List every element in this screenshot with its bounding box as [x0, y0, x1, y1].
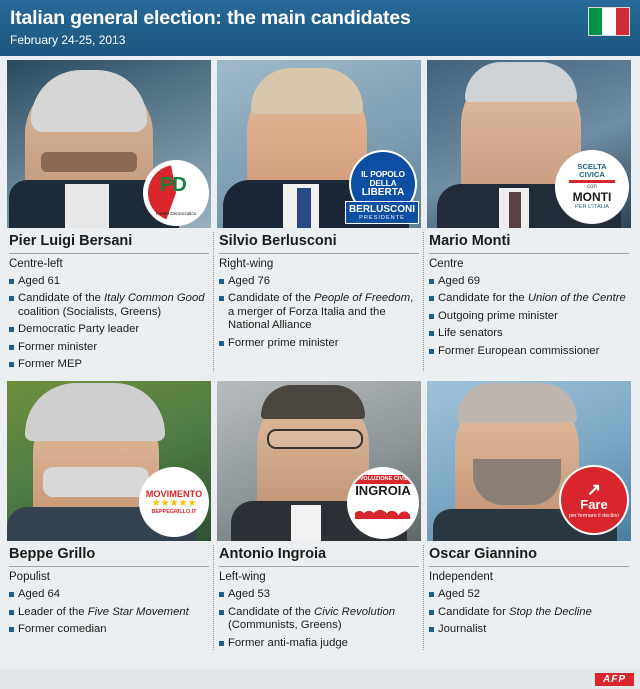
list-item: Aged 52	[429, 588, 629, 601]
divider	[429, 566, 629, 567]
candidate-alignment: Left-wing	[219, 571, 266, 584]
list-item: Candidate of the People of Freedom, a merger of Forza Italia and the National Alliance	[219, 292, 419, 332]
candidate-name: Oscar Giannino	[429, 546, 537, 563]
list-item: Life senators	[429, 327, 629, 340]
rivoluzione-civile-line1: RIVOLUZIONE CIVILE	[351, 475, 415, 484]
list-item: Candidate of the Italy Common Good coalition (Socialists, Greens)	[9, 292, 209, 319]
candidate-photo	[217, 381, 421, 541]
candidate-facts	[427, 275, 631, 358]
pdl-logo-line1: IL POPOLO	[361, 169, 405, 179]
candidate-card	[4, 381, 214, 654]
fare-logo	[561, 467, 627, 533]
list-item: Candidate for the Union of the Centre	[429, 292, 629, 305]
afp-credit: AFP	[595, 673, 634, 686]
list-item: Aged 76	[219, 275, 419, 288]
list-item: Journalist	[429, 623, 629, 636]
pdl-logo-line2: DELLA	[369, 178, 397, 188]
candidate-facts	[427, 588, 631, 636]
list-item: Former prime minister	[219, 337, 419, 350]
berlusconi-banner-name: BERLUSCONI	[348, 204, 416, 215]
candidate-facts	[7, 275, 211, 371]
scelta-civica-line3: con	[587, 184, 597, 190]
m5s-logo-stars: ★★★★★	[151, 498, 197, 510]
crowd-icon	[355, 499, 411, 519]
divider	[219, 253, 419, 254]
candidate-alignment: Independent	[429, 571, 493, 584]
footer	[0, 669, 640, 689]
list-item: Former minister	[9, 341, 209, 354]
scelta-civica-line4: MONTI	[572, 190, 612, 204]
rivoluzione-civile-line2: INGROIA	[355, 483, 411, 499]
pd-logo	[145, 162, 207, 224]
candidate-photo	[427, 60, 631, 228]
candidate-card	[214, 60, 424, 375]
candidate-card	[424, 381, 634, 654]
pd-logo-caption: Partito Democratico	[155, 211, 197, 216]
candidate-alignment: Centre-left	[9, 258, 63, 270]
page-title: Italian general election: the main candidates	[10, 7, 411, 29]
candidate-alignment: Right-wing	[219, 258, 274, 270]
m5s-logo-line1: MOVIMENTO	[145, 489, 203, 500]
candidate-name: Pier Luigi Bersani	[9, 233, 133, 249]
list-item: Former European commissioner	[429, 345, 629, 358]
candidate-photo	[7, 60, 211, 228]
scelta-civica-line1: SCELTA	[577, 162, 607, 171]
divider	[9, 253, 209, 254]
candidate-photo	[217, 60, 421, 228]
list-item: Aged 64	[9, 588, 209, 601]
berlusconi-banner-role: PRESIDENTE	[359, 215, 405, 221]
fare-logo-line2: per fermare il declino	[568, 512, 620, 519]
pdl-logo-line3: LIBERTA	[361, 187, 405, 198]
list-item: Outgoing prime minister	[429, 310, 629, 323]
divider	[429, 253, 629, 254]
m5s-logo-url: BEPPEGRILLO.IT	[151, 509, 197, 516]
candidate-card	[4, 60, 214, 375]
movimento-5-stelle-logo	[141, 469, 207, 535]
list-item: Aged 53	[219, 588, 419, 601]
candidate-facts	[217, 275, 421, 350]
candidate-photo	[7, 381, 211, 541]
berlusconi-banner	[345, 201, 419, 224]
scelta-civica-logo	[557, 152, 627, 222]
scelta-civica-line2: CIVICA	[579, 170, 605, 179]
pd-logo-letters: PD	[160, 174, 186, 196]
list-item: Candidate of the Civic Revolution (Communists, Greens)	[219, 606, 419, 633]
candidate-facts	[217, 588, 421, 650]
candidate-card	[214, 381, 424, 654]
list-item: Aged 69	[429, 275, 629, 288]
list-item: Former MEP	[9, 358, 209, 371]
candidate-photo	[427, 381, 631, 541]
candidate-name: Beppe Grillo	[9, 546, 96, 563]
divider	[9, 566, 209, 567]
candidate-alignment: Populist	[9, 571, 50, 584]
italy-flag-icon	[588, 7, 630, 36]
page-subtitle: February 24-25, 2013	[10, 33, 126, 47]
divider	[219, 566, 419, 567]
candidate-name: Silvio Berlusconi	[219, 233, 337, 249]
list-item: Aged 61	[9, 275, 209, 288]
list-item: Candidate for Stop the Decline	[429, 606, 629, 619]
candidate-name: Antonio Ingroia	[219, 546, 327, 563]
list-item: Democratic Party leader	[9, 323, 209, 336]
candidate-name: Mario Monti	[429, 233, 511, 249]
candidate-alignment: Centre	[429, 258, 464, 270]
fare-logo-line1: Fare	[580, 496, 608, 512]
arrow-up-icon: ↗	[586, 479, 602, 499]
candidate-card	[424, 60, 634, 375]
scelta-civica-line5: PER L'ITALIA	[575, 204, 609, 210]
header	[0, 0, 640, 56]
candidate-facts	[7, 588, 211, 636]
list-item: Leader of the Five Star Movement	[9, 606, 209, 619]
rivoluzione-civile-logo	[349, 469, 417, 537]
candidate-grid	[0, 56, 640, 654]
list-item: Former anti-mafia judge	[219, 637, 419, 650]
list-item: Former comedian	[9, 623, 209, 636]
